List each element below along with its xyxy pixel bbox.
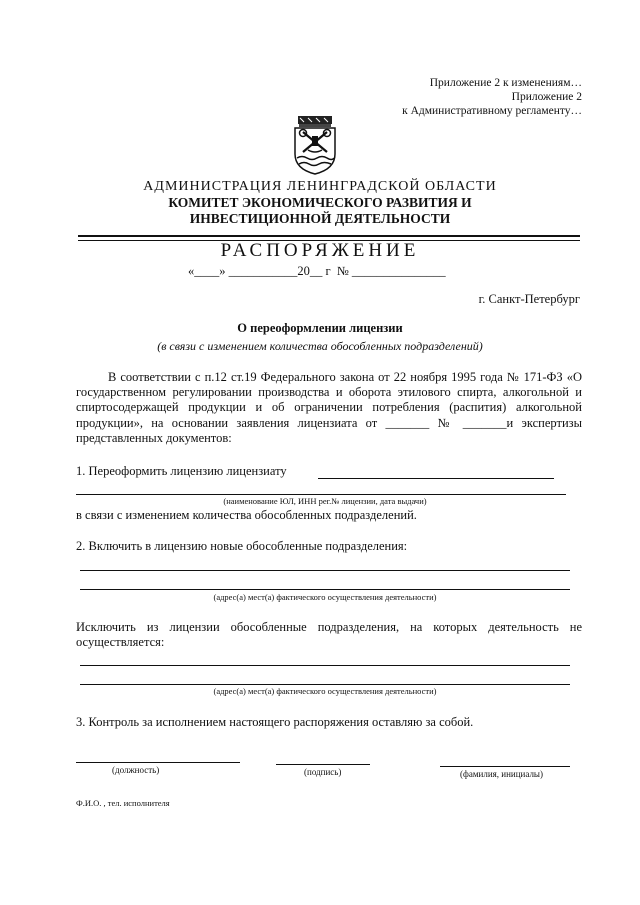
item2-text: 2. Включить в лицензию новые обособленные подразделения: [76,539,408,553]
appendix-note-line1: Приложение 2 к изменениям… [429,77,582,89]
coat-of-arms-emblem [286,114,344,176]
order-subject-title: О переоформлении лицензии [237,321,403,335]
exclude-address-blank-1 [80,665,570,666]
order-title: РАСПОРЯЖЕНИЕ [220,240,420,261]
signature-position-line [76,762,240,763]
exclude-caption: (адрес(а) мест(а) фактического осуществления деятельности) [213,686,437,696]
item1-caption: (наименование ЮЛ, ИНН рег.№ лицензии, дата выдачи) [223,496,427,506]
item1-licensee-blank-2 [76,494,566,495]
signature-sign-caption: (подпись) [304,767,342,777]
signature-name-line [440,766,570,767]
item1-continuation: в связи с изменением количества обособленных подразделений. [76,508,417,522]
header-divider-thick [78,235,580,237]
executor-contact: Ф.И.О. , тел. исполнителя [76,798,170,808]
org-administration: АДМИНИСТРАЦИЯ ЛЕНИНГРАДСКОЙ ОБЛАСТИ [143,179,497,194]
item1-licensee-blank [318,478,554,479]
order-city: г. Санкт-Петербург [478,292,580,306]
org-committee-line2: ИНВЕСТИЦИОННОЙ ДЕЯТЕЛЬНОСТИ [189,211,451,226]
appendix-note-line2: Приложение 2 [511,91,582,103]
item2-address-blank-2 [80,589,570,590]
appendix-note [402,76,582,118]
preamble-paragraph: В соответствии с п.12 ст.19 Федерального закона от 22 ноября 1995 года № 171-ФЗ «О государственном регулировании производства и оборота этилового спирта, алкогольной и спиртосодержащей продукции и об ограничении потребления (распития) алкогольной продукции», на основании заявления лицензиата от _______ № _______и экспертизы представленных документов: [76,370,582,445]
signature-sign-line [276,764,370,765]
order-subject-subtitle: (в связи с изменением количества обособленных подразделений) [157,339,483,353]
signature-name-caption: (фамилия, инициалы) [460,769,543,779]
appendix-note-line3: к Административному регламенту… [402,105,582,117]
item2-caption: (адрес(а) мест(а) фактического осуществления деятельности) [213,592,437,602]
signature-position-caption: (должность) [112,765,160,775]
exclude-text: Исключить из лицензии обособленные подразделения, на которых деятельность не осуществляется: [76,620,582,650]
item1-text: 1. Переоформить лицензию лицензиату [76,464,287,478]
item2-address-blank-1 [80,570,570,571]
org-committee-line1: КОМИТЕТ ЭКОНОМИЧЕСКОГО РАЗВИТИЯ И [168,195,472,210]
item3-text: 3. Контроль за исполнением настоящего распоряжения оставляю за собой. [76,715,474,729]
order-date-number-line: «____» ___________20__ г № _______________ [188,264,446,278]
exclude-address-blank-2 [80,684,570,685]
